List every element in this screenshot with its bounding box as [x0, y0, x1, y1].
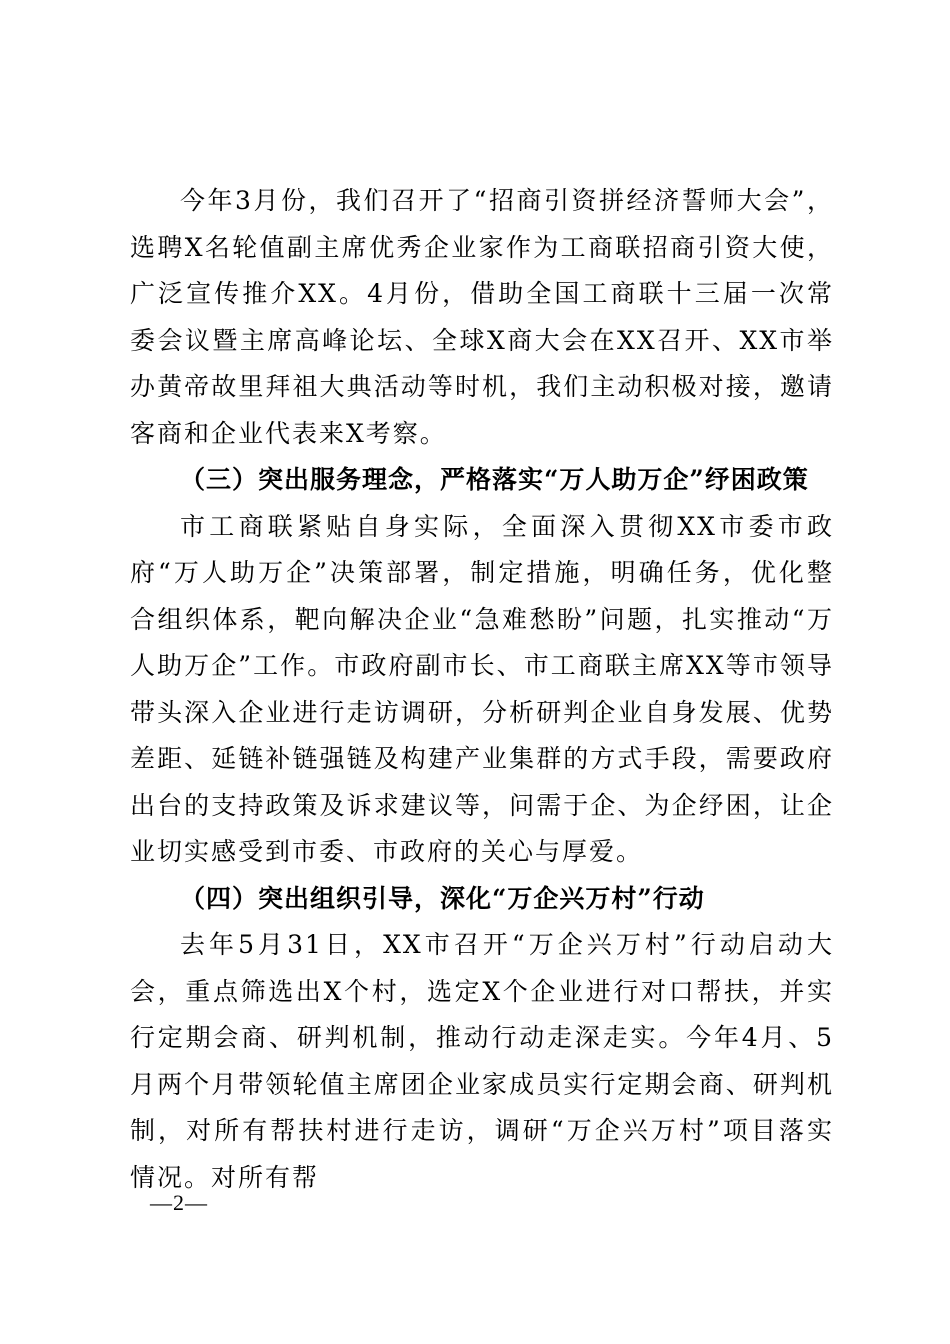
body-paragraph-1: 今年3月份，我们召开了“招商引资拼经济誓师大会”，选聘X名轮值副主席优秀企业家作为工商联招商引资大使，广泛宣传推介XX。4月份，借助全国工商联十三届一次常委会议暨主席高峰论坛、全球X商大会在XX召开、XX市举办黄帝故里拜祖大典活动等时机，我们主动积极对接，邀请客商和企业代表来X考察。 [130, 186, 834, 448]
section-heading-3: （三）突出服务理念，严格落实“万人助万企”纾困政策 [180, 465, 809, 494]
page-number: —2— [150, 1190, 208, 1215]
section-heading-4: （四）突出组织引导，深化“万企兴万村”行动 [180, 883, 705, 913]
document-body [130, 178, 834, 1201]
body-paragraph-3: 去年5月31日，XX市召开“万企兴万村”行动启动大会，重点筛选出X个村，选定X个企业进行对口帮扶，并实行定期会商、研判机制，推动行动走深走实。今年4月、5月两个月带领轮值主席团企业家成员实行定期会商、研判机制，对所有帮扶村进行走访，调研“万企兴万村”项目落实情况。对所有帮 [130, 930, 834, 1192]
body-paragraph-2: 市工商联紧贴自身实际，全面深入贯彻XX市委市政府“万人助万企”决策部署，制定措施，明确任务，优化整合组织体系，靶向解决企业“急难愁盼”问题，扎实推动“万人助万企”工作。市政府副市长、市工商联主席XX等市领导带头深入企业进行走访调研，分析研判企业自身发展、优势差距、延链补链强链及构建产业集群的方式手段，需要政府出台的支持政策及诉求建议等，问需于企、为企纾困，让企业切实感受到市委、市政府的关心与厚爱。 [130, 511, 834, 866]
